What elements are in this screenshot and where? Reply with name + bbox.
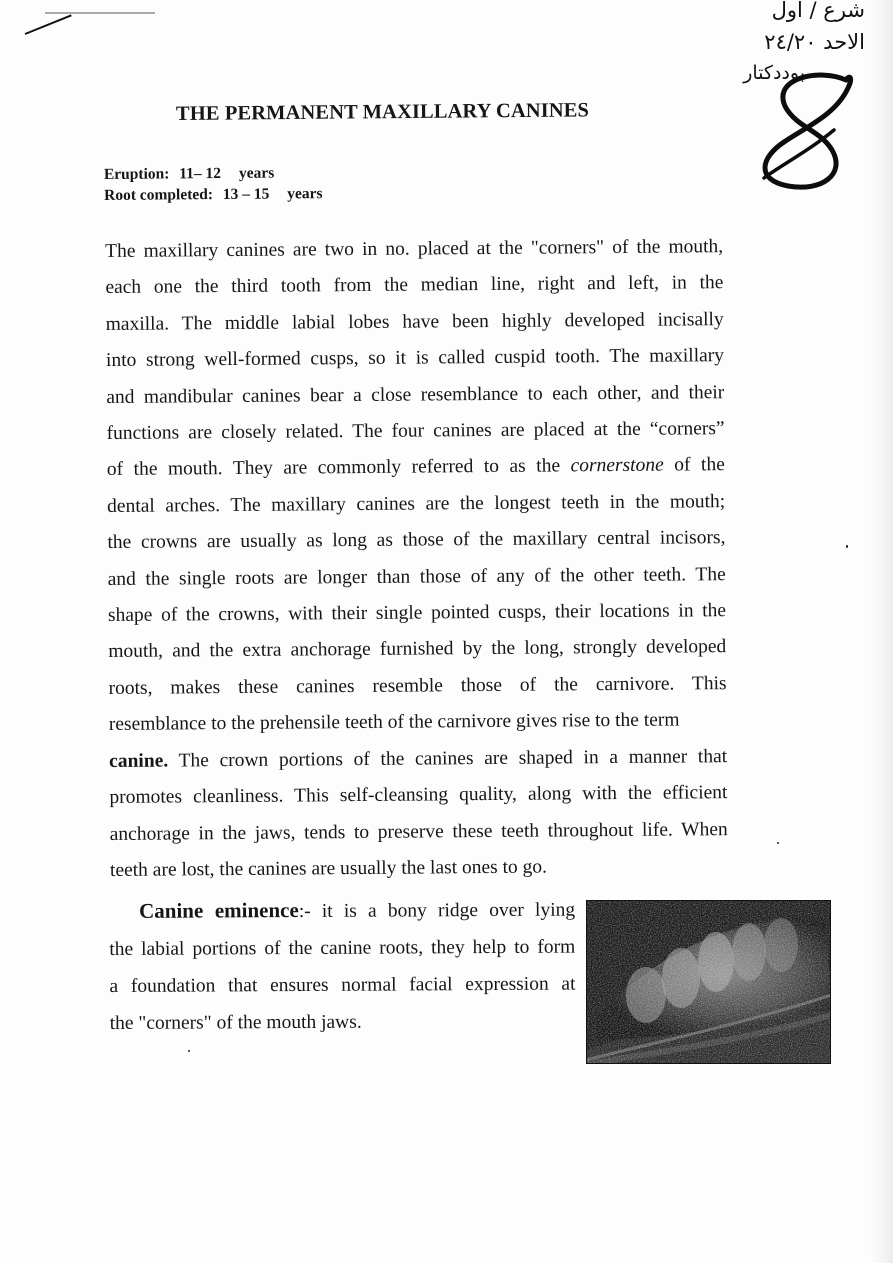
eminence-line: the labial portions of the canine roots, they help to form — [109, 936, 576, 960]
line-text: of the mouth. They are commonly referred to as the — [106, 455, 571, 481]
line-text: it is a bony ridge over lying — [310, 899, 576, 922]
canine-term: canine. — [109, 750, 169, 772]
handwritten-line-1: شرع / اول — [771, 0, 865, 22]
paragraph-line: maxilla. The middle labial lobes have been highly developed incisally — [105, 308, 724, 335]
eminence-line — [109, 891, 575, 931]
scan-speck — [846, 545, 848, 548]
scan-speck — [777, 842, 779, 844]
root-completed-value: 13 – 15 — [222, 185, 270, 203]
handwritten-annotation — [665, 0, 865, 200]
eruption-unit: years — [238, 164, 275, 182]
root-completed-row — [104, 183, 329, 206]
paragraph-line: promotes cleanliness. This self-cleansing quality, along with the efficient — [109, 782, 728, 809]
paragraph-line: anchorage in the jaws, tends to preserve these teeth throughout life. When — [109, 818, 728, 845]
line-text: The crown portions of the canines are shaped in a manner that — [168, 745, 728, 772]
paragraph-line: dental arches. The maxillary canines are the longest teeth in the mouth; — [107, 490, 726, 517]
eminence-line: a foundation that ensures normal facial expression at — [109, 973, 576, 997]
handwritten-line-3: بوددكتار — [743, 62, 805, 84]
paragraph-line: functions are closely related. The four canines are placed at the “corners” — [106, 418, 725, 445]
scan-shadow-edge — [871, 0, 893, 1263]
scan-speck — [188, 1050, 190, 1052]
eruption-value: 11– 12 — [179, 164, 222, 183]
eruption-facts — [104, 162, 329, 206]
paragraph-line: roots, makes these canines resemble those of the carnivore. This — [108, 673, 727, 699]
pen-stroke-mark — [25, 14, 72, 35]
eruption-label: Eruption: — [103, 165, 170, 184]
eminence-separator: :- — [298, 900, 311, 923]
paragraph-line — [109, 739, 727, 780]
paragraph-line: and mandibular canines bear a close resemblance to each other, and their — [106, 381, 725, 408]
line-text: of the — [663, 454, 725, 477]
handwritten-line-2: الاحد ٢٤/٢٠ — [764, 30, 865, 54]
paragraph-line: into strong well-formed cusps, so it is called cuspid tooth. The maxillary — [105, 345, 725, 372]
paragraph-line: teeth are lost, the canines are usually the last ones to go. — [109, 856, 548, 881]
canine-eminence-heading: Canine eminence — [139, 898, 299, 923]
eminence-line: the "corners" of the mouth jaws. — [109, 1011, 362, 1034]
paragraph-line: and the single roots are longer than those of any of the other teeth. The — [107, 563, 726, 590]
canine-eminence-paragraph — [109, 891, 576, 1042]
cornerstone-term: cornerstone — [570, 455, 664, 477]
root-completed-unit: years — [287, 185, 323, 203]
paragraph-line — [107, 448, 725, 489]
page-title: THE PERMANENT MAXILLARY CANINES — [175, 99, 590, 125]
paragraph-line: the crowns are usually as long as those of the maxillary central incisors, — [107, 527, 726, 554]
paragraph-line: mouth, and the extra anchorage furnished by the long, strongly developed — [108, 636, 727, 663]
scan-artifact-line — [45, 12, 155, 14]
paragraph-line: each one the third tooth from the median line, right and left, in the — [105, 272, 724, 299]
paragraph-line: shape of the crowns, with their single pointed cusps, their locations in the — [107, 600, 727, 627]
paragraph-line: resemblance to the prehensile teeth of the carnivore gives rise to the term — [108, 709, 680, 736]
handwritten-grade-8 — [750, 70, 865, 195]
canine-eminence-photo — [586, 900, 831, 1064]
paragraph-line: The maxillary canines are two in no. placed at the "corners" of the mouth, — [105, 236, 724, 262]
root-completed-label: Root completed: — [104, 186, 214, 204]
canines-description-paragraph — [105, 229, 728, 889]
eruption-row — [104, 162, 329, 185]
